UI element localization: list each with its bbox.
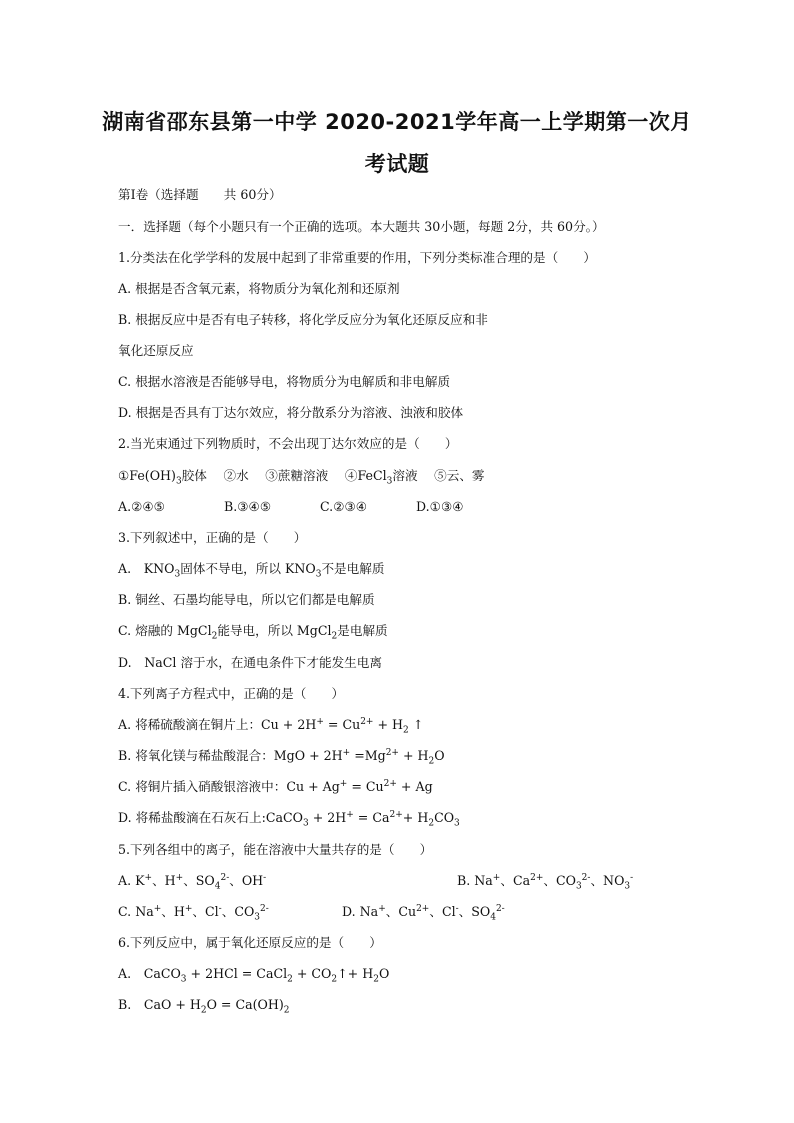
- q2-item-4: ④FeCl$_3$溶液: [344, 468, 418, 487]
- q5-option-b: B. Na+、$Ca^{2+}$、$CO_3^{2-}$、$NO_3^-$: [457, 872, 634, 892]
- q5-stem: 5.下列各组中的离子，能在溶液中大量共存的是（ ）: [118, 842, 433, 857]
- q1-option-b-line2: 氧化还原反应: [118, 343, 194, 358]
- title-line-2: 考试题: [364, 152, 430, 176]
- q1-option-b-line1: B. 根据反应中是否有电子转移，将化学反应分为氧化还原反应和非: [118, 312, 488, 327]
- q2-item-5: ⑤云、雾: [434, 468, 485, 483]
- q3-option-b: B. 铜丝、石墨均能导电，所以它们都是电解质: [118, 592, 375, 607]
- q2-option-d: D.①③④: [416, 499, 464, 514]
- q2-option-a: A.②④⑤: [118, 499, 165, 514]
- q2-option-c: C.②③④: [320, 499, 368, 514]
- q1-option-a: A. 根据是否含氧元素，将物质分为氧化剂和还原剂: [118, 281, 400, 296]
- q1-stem: 1.分类法在化学学科的发展中起到了非常重要的作用，下列分类标准合理的是（ ）: [118, 250, 596, 265]
- section1-instructions: 一．选择题（每个小题只有一个正确的选项。本大题共 30小题，每题 2分，共 60分。）: [118, 219, 605, 234]
- q6-option-b: B. CaO + $H_2O = Ca(OH)_2$: [118, 997, 290, 1016]
- q4-option-b: B. 将氧化镁与稀盐酸混合：MgO + $2H^+ =Mg^{2+} + H_2O$: [118, 747, 445, 767]
- title-line-1: 湖南省邵东县第一中学 2020-2021学年高一上学期第一次月: [102, 110, 692, 134]
- q2-item-3: ③蔗糖溶液: [265, 468, 329, 483]
- q4-option-d: D. 将稀盐酸滴在石灰石上:CaCO$_3$ + $2H^+ = Ca^{2+}+ H_2CO_3$: [118, 809, 460, 829]
- q5-option-a: A. K+、H+、$SO_4^{2-}$、OH-: [118, 872, 267, 892]
- q3-stem: 3.下列叙述中，正确的是（ ）: [118, 530, 307, 545]
- q4-option-c: C. 将铜片插入硝酸银溶液中：$Cu + Ag^+ = Cu^{2+} + Ag$: [118, 778, 433, 794]
- q6-option-a: A. CaCO$_3$ + 2HCl = CaCl$_2$ + $CO_2↑+ H_2O$: [118, 966, 390, 985]
- part1-header: 第Ⅰ卷（选择题 共 60分）: [118, 187, 282, 202]
- q3-option-d: D. NaCl 溶于水，在通电条件下才能发生电离: [118, 655, 382, 670]
- q1-option-d: D. 根据是否具有丁达尔效应，将分散系分为溶液、浊液和胶体: [118, 405, 464, 420]
- q2-option-b: B.③④⑤: [224, 499, 272, 514]
- q5-option-d: D. Na+、$Cu^{2+}$、Cl-、$SO_4^{2-}$: [342, 903, 505, 923]
- q2-items: [118, 468, 485, 487]
- q3-option-a: A. $KNO_3$固体不导电，所以 $KNO_3$不是电解质: [118, 561, 385, 580]
- q5-option-c: C. Na+、H+、Cl-、$CO_3^{2-}$: [118, 903, 269, 923]
- q2-item-2: ②水: [223, 468, 249, 483]
- q4-option-a: A. 将稀硫酸滴在铜片上：$Cu + 2H^+ = Cu^{2+} + H_2$ ↑: [118, 716, 424, 736]
- q3-option-c: C. 熔融的 MgCl$_2$能导电，所以 MgCl$_2$是电解质: [118, 623, 388, 642]
- q2-item-1: $①Fe(OH)_3$胶体: [118, 468, 207, 487]
- q1-option-c: C. 根据水溶液是否能够导电，将物质分为电解质和非电解质: [118, 374, 451, 389]
- q6-stem: 6.下列反应中，属于氧化还原反应的是（ ）: [118, 935, 382, 950]
- q4-stem: 4.下列离子方程式中，正确的是（ ）: [118, 686, 345, 701]
- q2-stem: 2.当光束通过下列物质时，不会出现丁达尔效应的是（ ）: [118, 436, 458, 451]
